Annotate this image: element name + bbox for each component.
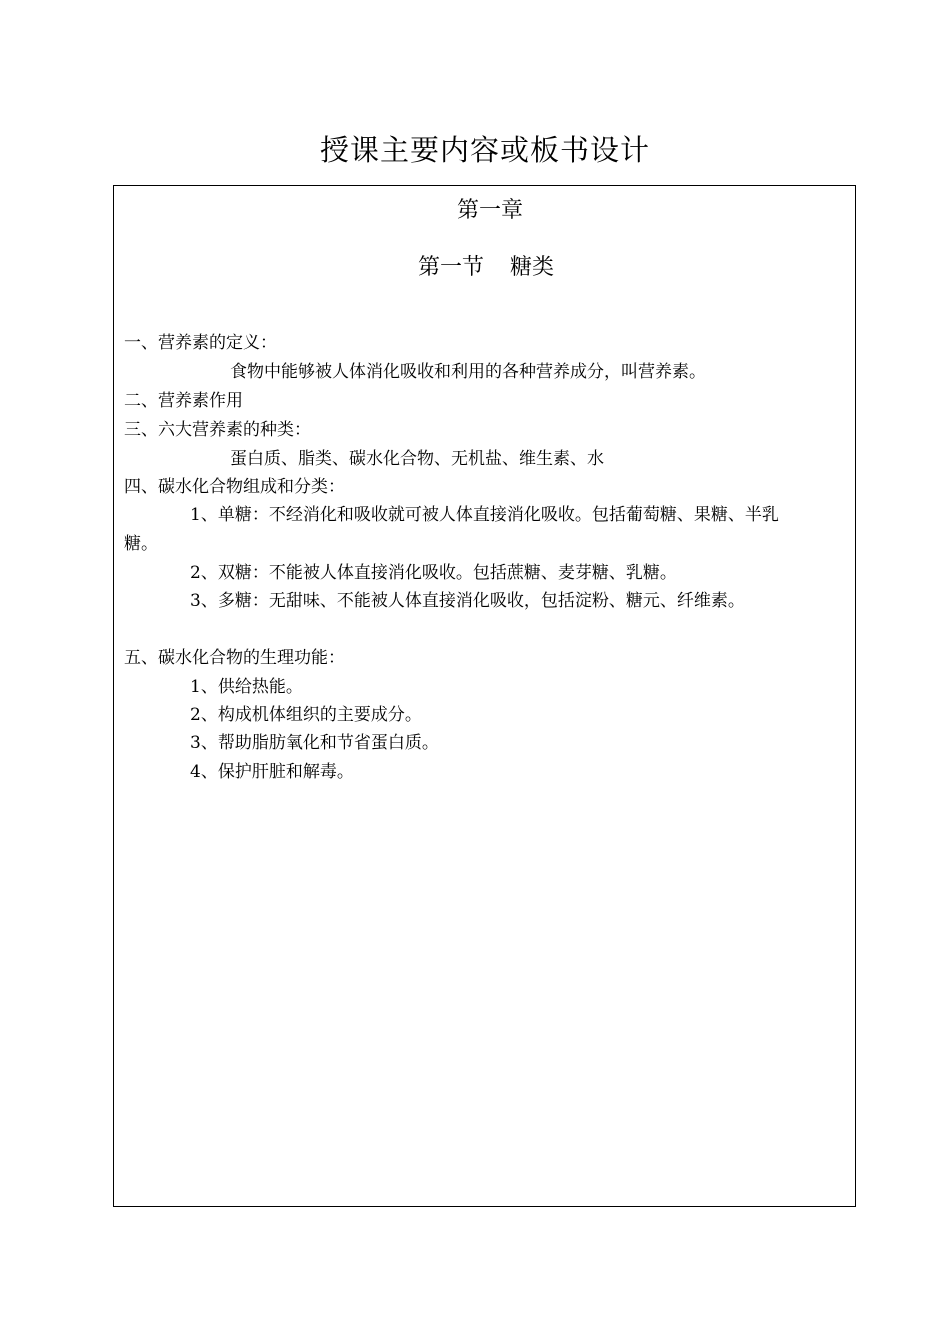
text-disaccharide: 2、双糖：不能被人体直接消化吸收。包括蔗糖、麦芽糖、乳糖。: [190, 563, 677, 583]
text-function-3: 3、帮助脂肪氧化和节省蛋白质。: [190, 733, 439, 753]
heading-nutrient-definition: 一、营养素的定义：: [124, 333, 277, 353]
section-name: 糖类: [510, 255, 555, 280]
section-heading: [0, 253, 950, 283]
heading-nutrient-role: 二、营养素作用: [124, 391, 243, 411]
text-function-4: 4、保护肝脏和解毒。: [190, 762, 354, 782]
text-nutrient-types: 蛋白质、脂类、碳水化合物、无机盐、维生素、水: [230, 449, 604, 469]
text-polysaccharide: 3、多糖：无甜味、不能被人体直接消化吸收，包括淀粉、糖元、纤维素。: [190, 591, 745, 611]
text-monosaccharide: 1、单糖：不经消化和吸收就可被人体直接消化吸收。包括葡萄糖、果糖、半乳: [190, 505, 779, 525]
text-function-2: 2、构成机体组织的主要成分。: [190, 705, 422, 725]
chapter-heading: 第一章: [456, 198, 523, 223]
text-function-1: 1、供给热能。: [190, 677, 303, 697]
heading-carbohydrate-functions: 五、碳水化合物的生理功能：: [124, 648, 345, 668]
heading-carbohydrate-classes: 四、碳水化合物组成和分类：: [124, 477, 345, 497]
page-title: 授课主要内容或板书设计: [319, 133, 650, 167]
section-number: 第一节: [417, 255, 484, 280]
text-monosaccharide-wrap: 糖。: [124, 534, 158, 554]
text-nutrient-definition: 食物中能够被人体消化吸收和利用的各种营养成分，叫营养素。: [230, 362, 706, 382]
heading-nutrient-types: 三、六大营养素的种类：: [124, 420, 311, 440]
